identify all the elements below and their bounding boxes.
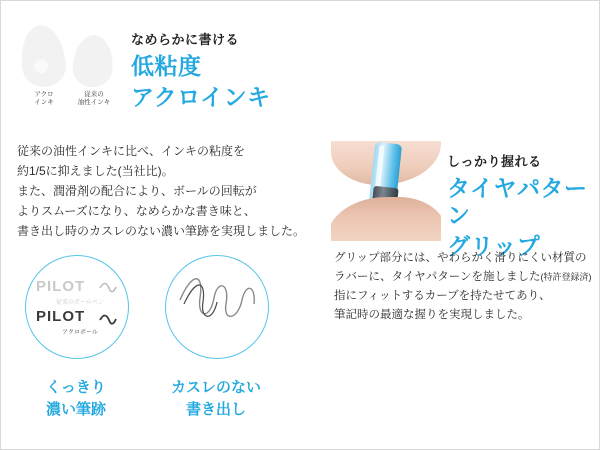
grip-body-line-2 [334, 268, 592, 287]
ink-body-line-3: また、潤滑剤の配合により、ボールの回転が [17, 184, 257, 198]
ink-feature-body [17, 141, 317, 241]
pilot-faint-sample-caption: 従来のボールペン [56, 300, 104, 306]
patent-note: (特許登録済) [540, 272, 592, 282]
acro-ink-drop-icon [18, 23, 68, 89]
sample-caption-density-line2: 濃い筆跡 [45, 401, 106, 418]
ink-feature-title-line2: アクロインキ [131, 84, 271, 110]
ink-body-line-2: 約1/5に抑えました(当社比)。 [17, 164, 174, 178]
ink-feature-heading [131, 31, 351, 111]
sample-caption-density [16, 377, 136, 421]
writing-sample-circle-startup [165, 255, 269, 359]
ink-feature-kicker: なめらかに書ける [131, 32, 240, 47]
grip-body-line-2-text: ラバーに、タイヤパターンを施しました [334, 271, 541, 283]
oil-ink-label-line2: 油性インキ [77, 99, 111, 106]
oil-ink-label-line1: 従来の [84, 91, 104, 98]
grip-body-line-3: 指にフィットするカーブを持たせてあり、 [334, 290, 551, 302]
grip-body-line-1: グリップ部分には、やわらかく滑りにくい材質の [334, 252, 587, 264]
sample-caption-startup [156, 377, 276, 421]
acro-ink-label-line1: アクロ [34, 91, 54, 98]
ink-feature-title-line1: 低粘度 [131, 53, 202, 79]
sample-caption-startup-line1: カスレのない [170, 379, 261, 396]
grip-feature-body [334, 249, 592, 325]
ink-body-line-5: 書き出し時のカスレのない濃い筆跡を実現しました。 [17, 224, 306, 238]
grip-feature-heading [447, 153, 597, 260]
acro-ink-drop-label [23, 91, 65, 107]
writing-sample-circle-density [25, 255, 129, 359]
scribble-loop-icon [170, 264, 266, 359]
pilot-dark-sample: PILOT [36, 308, 86, 325]
finger-lower [331, 197, 441, 241]
oil-ink-drop-icon [71, 34, 115, 89]
acro-ink-label-line2: インキ [34, 99, 54, 106]
grip-feature-title-line2: グリップ [447, 233, 541, 259]
oil-ink-drop-label [69, 91, 119, 107]
ink-body-line-4: よりスムーズになり、なめらかな書き味と、 [17, 204, 256, 218]
grip-feature-kicker: しっかり握れる [447, 154, 542, 169]
handwriting-stroke-icon [30, 264, 129, 359]
hand-holding-pen-photo [331, 141, 441, 241]
ink-drops-illustration [15, 19, 127, 111]
sample-caption-startup-line2: 書き出し [185, 401, 246, 418]
grip-feature-title-line1: タイヤパターン [447, 175, 588, 228]
pilot-faint-sample: PILOT [36, 278, 86, 295]
ink-body-line-1: 従来の油性インキに比べ、インキの粘度を [17, 144, 246, 158]
pilot-dark-sample-caption: アクロボール [62, 330, 98, 336]
sample-caption-density-line1: くっきり [46, 379, 106, 396]
grip-body-line-4: 筆記時の最適な握りを実現しました。 [334, 309, 530, 321]
